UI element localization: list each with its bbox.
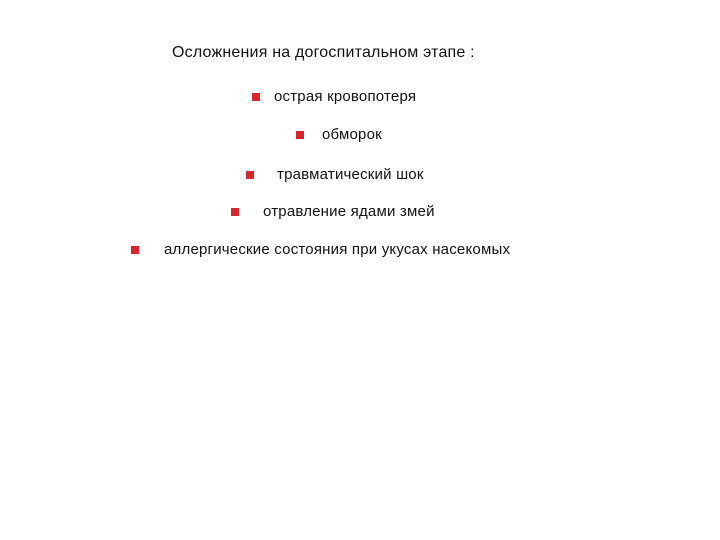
square-bullet-icon	[131, 246, 139, 254]
list-item-label: обморок	[322, 126, 382, 143]
list-item-label: аллергические состояния при укусах насекомых	[164, 241, 511, 258]
square-bullet-icon	[246, 171, 254, 179]
list-item-label: травматический шок	[277, 166, 424, 183]
square-bullet-icon	[252, 93, 260, 101]
slide-title: Осложнения на догоспитальном этапе :	[172, 44, 475, 61]
square-bullet-icon	[231, 208, 239, 216]
square-bullet-icon	[296, 131, 304, 139]
list-item-label: отравление ядами змей	[263, 203, 435, 220]
list-item-label: острая кровопотеря	[274, 88, 417, 105]
